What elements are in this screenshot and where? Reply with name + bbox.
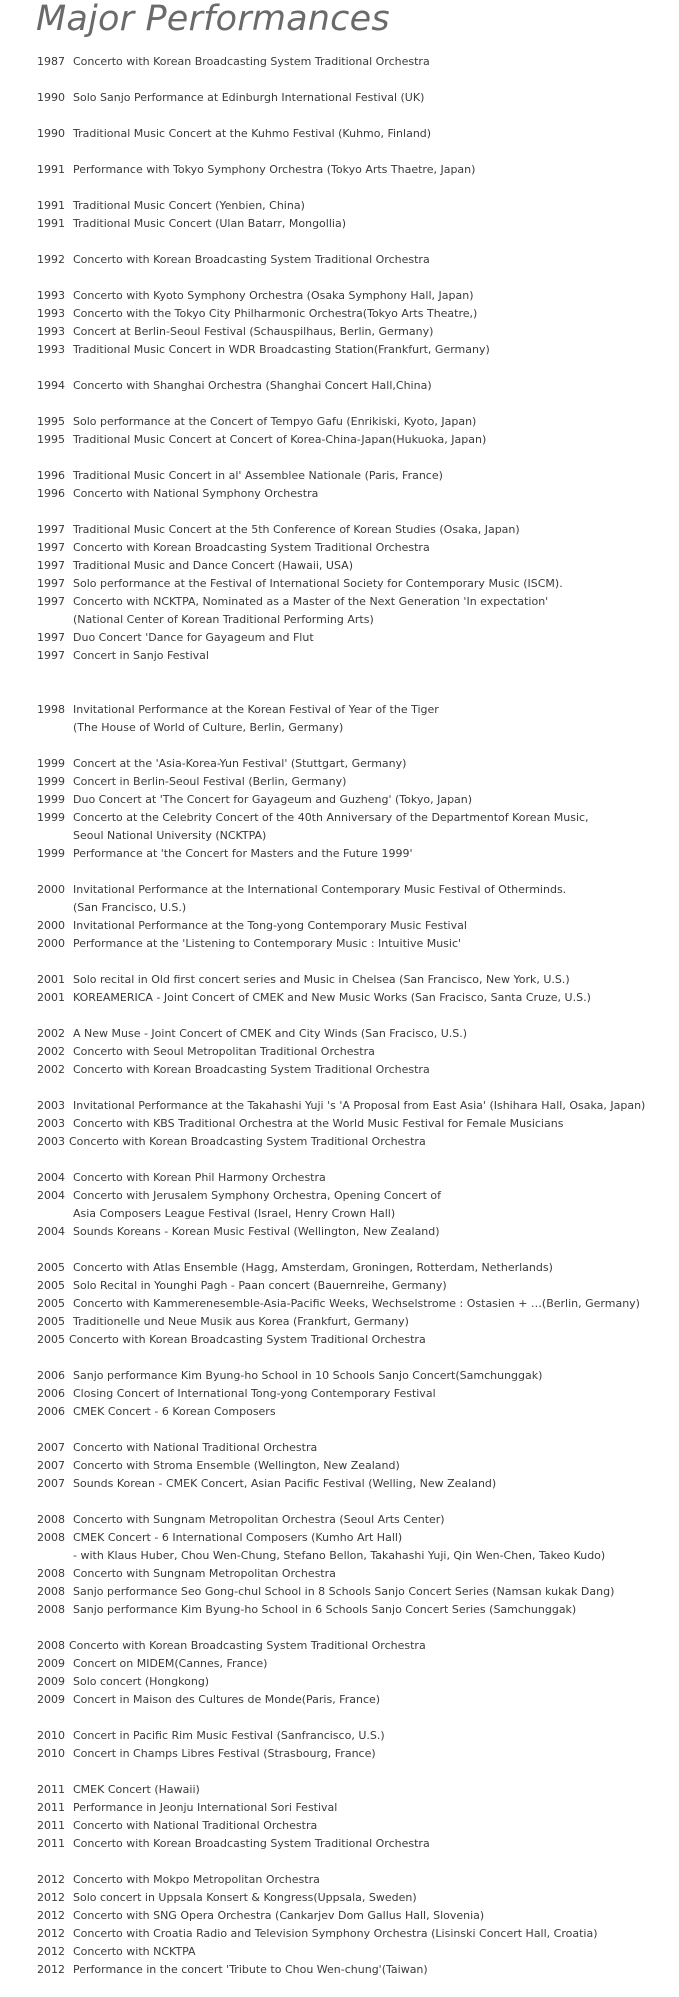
- entry-text: Concerto with Kyoto Symphony Orchestra (Osaka Symphony Hall, Japan): [73, 289, 474, 302]
- performance-list: [37, 53, 677, 1979]
- entry-text: Concerto with Kammerenesemble-Asia-Pacific Weeks, Wechselstrome : Ostasien + …(Berlin, Germany): [73, 1297, 640, 1310]
- entry-year: [37, 719, 73, 737]
- entry-year: 2005: [37, 1261, 65, 1274]
- entry-year: 2008: [37, 1567, 65, 1580]
- performance-entry: [37, 377, 677, 395]
- performance-entry: [37, 755, 677, 773]
- year-group: [37, 701, 677, 737]
- entry-year: 1991: [37, 163, 65, 176]
- performance-entry: [37, 1385, 677, 1403]
- entry-text: A New Muse - Joint Concert of CMEK and City Winds (San Fracisco, U.S.): [73, 1027, 468, 1040]
- entry-year: 2008: [37, 1603, 65, 1616]
- entry-year: 1997: [37, 541, 65, 554]
- group-spacer: [37, 449, 677, 467]
- performance-entry: [37, 1313, 677, 1331]
- performance-entry: [37, 521, 677, 539]
- group-spacer: [37, 1709, 677, 1727]
- performance-entry: [37, 1817, 677, 1835]
- group-spacer: [37, 143, 677, 161]
- group-spacer: [37, 179, 677, 197]
- entry-year: 2002: [37, 1045, 65, 1058]
- performance-entry: [37, 935, 677, 953]
- entry-text: Concert in Maison des Cultures de Monde(Paris, France): [73, 1693, 381, 1706]
- entry-text: Sounds Korean - CMEK Concert, Asian Pacific Festival (Welling, New Zealand): [73, 1477, 497, 1490]
- entry-year: 1991: [37, 199, 65, 212]
- entry-text: Sanjo performance Kim Byung-ho School in 10 Schools Sanjo Concert(Samchunggak): [73, 1369, 543, 1382]
- entry-year: 2011: [37, 1819, 65, 1832]
- performance-entry-continuation: [37, 1547, 677, 1565]
- entry-text: Concerto with Sungnam Metropolitan Orchestra: [73, 1567, 336, 1580]
- performance-entry: [37, 1133, 677, 1151]
- entry-text: CMEK Concert - 6 Korean Composers: [73, 1405, 276, 1418]
- entry-text: Concerto with Mokpo Metropolitan Orchestra: [73, 1873, 320, 1886]
- performance-entry: [37, 1529, 677, 1547]
- year-group: [37, 287, 677, 359]
- entry-year: 1987: [37, 55, 65, 68]
- group-spacer: [37, 1079, 677, 1097]
- performance-entry: [37, 215, 677, 233]
- entry-year: 2003: [37, 1135, 65, 1148]
- entry-text: Concerto at the Celebrity Concert of the 40th Anniversary of the Departmentof Korean Music,: [73, 811, 589, 824]
- performance-entry: [37, 1403, 677, 1421]
- entry-year: 2000: [37, 937, 65, 950]
- entry-year: 1999: [37, 793, 65, 806]
- entry-text: Concerto with Korean Broadcasting System Traditional Orchestra: [73, 541, 430, 554]
- entry-text: Traditional Music Concert at the 5th Conference of Korean Studies (Osaka, Japan): [73, 523, 520, 536]
- entry-text: Solo concert in Uppsala Konsert & Kongress(Uppsala, Sweden): [73, 1891, 417, 1904]
- entry-year: 2002: [37, 1027, 65, 1040]
- entry-year: 2005: [37, 1315, 65, 1328]
- year-group: [37, 413, 677, 449]
- performance-entry: [37, 1043, 677, 1061]
- entry-year: [37, 611, 73, 629]
- entry-year: 2011: [37, 1837, 65, 1850]
- performance-entry: [37, 1889, 677, 1907]
- entry-year: 2012: [37, 1909, 65, 1922]
- entry-text: Concert in Berlin-Seoul Festival (Berlin, Germany): [73, 775, 347, 788]
- year-group: [37, 971, 677, 1007]
- entry-year: [37, 1547, 73, 1565]
- entry-text: (The House of World of Culture, Berlin, Germany): [73, 721, 344, 734]
- performance-entry: [37, 1655, 677, 1673]
- year-group: [37, 1025, 677, 1079]
- entry-year: 1996: [37, 469, 65, 482]
- entry-year: 2012: [37, 1873, 65, 1886]
- performance-entry: [37, 1565, 677, 1583]
- year-group: [37, 521, 677, 665]
- entry-text: Concert at the 'Asia-Korea-Yun Festival' (Stuttgart, Germany): [73, 757, 407, 770]
- entry-year: 1993: [37, 343, 65, 356]
- performance-entry: [37, 53, 677, 71]
- entry-year: 2003: [37, 1099, 65, 1112]
- group-spacer: [37, 737, 677, 755]
- group-spacer: [37, 1349, 677, 1367]
- entry-text: Concerto with Korean Broadcasting System Traditional Orchestra: [69, 1333, 426, 1346]
- entry-text: Concerto with Stroma Ensemble (Wellington, New Zealand): [73, 1459, 400, 1472]
- group-spacer: [37, 863, 677, 881]
- entry-text: Concerto with National Traditional Orchestra: [73, 1819, 318, 1832]
- entry-year: 1990: [37, 127, 65, 140]
- performance-entry: [37, 1637, 677, 1655]
- entry-text: Traditionelle und Neue Musik aus Korea (Frankfurt, Germany): [73, 1315, 409, 1328]
- entry-text: Invitational Performance at the International Contemporary Music Festival of Otherminds.: [73, 883, 567, 896]
- entry-year: 2009: [37, 1675, 65, 1688]
- entry-text: Concerto with KBS Traditional Orchestra at the World Music Festival for Female Musicians: [73, 1117, 564, 1130]
- performance-entry: [37, 971, 677, 989]
- entry-year: 1999: [37, 811, 65, 824]
- group-spacer: [37, 395, 677, 413]
- entry-text: Concerto with NCKTPA, Nominated as a Master of the Next Generation 'In expectation': [73, 595, 549, 608]
- entry-text: Concerto with Korean Broadcasting System Traditional Orchestra: [69, 1639, 426, 1652]
- entry-text: Performance at 'the Concert for Masters and the Future 1999': [73, 847, 413, 860]
- performance-entry: [37, 575, 677, 593]
- performance-entry: [37, 1223, 677, 1241]
- performance-entry: [37, 251, 677, 269]
- year-group: [37, 89, 677, 107]
- group-spacer: [37, 665, 677, 701]
- entry-year: 2006: [37, 1405, 65, 1418]
- entry-year: 1993: [37, 307, 65, 320]
- entry-text: Concerto with Korean Broadcasting System Traditional Orchestra: [73, 1063, 430, 1076]
- entry-year: [37, 827, 73, 845]
- entry-text: Concert on MIDEM(Cannes, France): [73, 1657, 268, 1670]
- entry-year: 1998: [37, 703, 65, 716]
- entry-year: 1997: [37, 595, 65, 608]
- group-spacer: [37, 1763, 677, 1781]
- performance-entry: [37, 1475, 677, 1493]
- entry-text: Sanjo performance Kim Byung-ho School in 6 Schools Sanjo Concert Series (Samchunggak): [73, 1603, 577, 1616]
- entry-text: Concerto with Jerusalem Symphony Orchestra, Opening Concert of: [73, 1189, 442, 1202]
- entry-year: 2004: [37, 1171, 65, 1184]
- performance-entry: [37, 1943, 677, 1961]
- entry-text: Seoul National University (NCKTPA): [73, 829, 267, 842]
- entry-text: Traditional Music and Dance Concert (Hawaii, USA): [73, 559, 353, 572]
- year-group: [37, 467, 677, 503]
- performance-entry: [37, 1439, 677, 1457]
- entry-text: Concerto with Croatia Radio and Television Symphony Orchestra (Lisinski Concert Hall, Croatia): [73, 1927, 598, 1940]
- entry-year: 1999: [37, 757, 65, 770]
- performance-entry: [37, 989, 677, 1007]
- performance-entry: [37, 1259, 677, 1277]
- entry-year: 1997: [37, 649, 65, 662]
- performance-entry: [37, 341, 677, 359]
- entry-year: 2007: [37, 1459, 65, 1472]
- year-group: [37, 881, 677, 953]
- year-group: [37, 1259, 677, 1349]
- entry-year: 2009: [37, 1657, 65, 1670]
- entry-text: CMEK Concert (Hawaii): [73, 1783, 200, 1796]
- performance-entry: [37, 791, 677, 809]
- entry-year: 2012: [37, 1963, 65, 1976]
- entry-text: Concert in Champs Libres Festival (Strasbourg, France): [73, 1747, 376, 1760]
- performance-entry-continuation: [37, 1205, 677, 1223]
- entry-text: - with Klaus Huber, Chou Wen-Chung, Stefano Bellon, Takahashi Yuji, Qin Wen-Chen, Takeo Kudo): [73, 1549, 606, 1562]
- entry-year: 2002: [37, 1063, 65, 1076]
- performance-entry: [37, 413, 677, 431]
- entry-text: Invitational Performance at the Takahashi Yuji 's 'A Proposal from East Asia' (Ishihara Hall, Osaka, Japan): [73, 1099, 646, 1112]
- entry-text: Traditional Music Concert in WDR Broadcasting Station(Frankfurt, Germany): [73, 343, 490, 356]
- group-spacer: [37, 359, 677, 377]
- entry-text: Solo Recital in Younghi Pagh - Paan concert (Bauernreihe, Germany): [73, 1279, 447, 1292]
- entry-text: Solo recital in Old first concert series and Music in Chelsea (San Francisco, New York, U.S.): [73, 973, 570, 986]
- entry-text: Concert in Sanjo Festival: [73, 649, 209, 662]
- entry-text: Solo performance at the Concert of Tempyo Gafu (Enrikiski, Kyoto, Japan): [73, 415, 477, 428]
- entry-year: [37, 899, 73, 917]
- entry-year: 1996: [37, 487, 65, 500]
- entry-text: Concerto with NCKTPA: [73, 1945, 196, 1958]
- entry-text: Sounds Koreans - Korean Music Festival (Wellington, New Zealand): [73, 1225, 440, 1238]
- entry-text: Performance at the 'Listening to Contemporary Music : Intuitive Music': [73, 937, 462, 950]
- year-group: [37, 125, 677, 143]
- entry-year: 2004: [37, 1225, 65, 1238]
- entry-text: (San Francisco, U.S.): [73, 901, 187, 914]
- entry-text: Concerto with National Traditional Orchestra: [73, 1441, 318, 1454]
- entry-text: Invitational Performance at the Tong-yong Contemporary Music Festival: [73, 919, 467, 932]
- entry-year: 2001: [37, 973, 65, 986]
- year-group: [37, 251, 677, 269]
- entry-text: Concert in Pacific Rim Music Festival (Sanfrancisco, U.S.): [73, 1729, 385, 1742]
- performance-entry: [37, 917, 677, 935]
- performance-entry-continuation: [37, 827, 677, 845]
- performance-entry: [37, 557, 677, 575]
- entry-year: 2008: [37, 1585, 65, 1598]
- entry-text: Duo Concert at 'The Concert for Gayageum and Guzheng' (Tokyo, Japan): [73, 793, 473, 806]
- entry-text: Concerto with National Symphony Orchestra: [73, 487, 319, 500]
- entry-text: Concerto with Korean Broadcasting System Traditional Orchestra: [73, 253, 430, 266]
- performance-entry: [37, 1601, 677, 1619]
- year-group: [37, 1367, 677, 1421]
- performance-entry: [37, 1277, 677, 1295]
- performance-entry: [37, 845, 677, 863]
- performance-entry: [37, 701, 677, 719]
- entry-text: Concerto with Seoul Metropolitan Traditional Orchestra: [73, 1045, 375, 1058]
- performance-entry: [37, 1673, 677, 1691]
- entry-year: 1995: [37, 415, 65, 428]
- performance-entry: [37, 1727, 677, 1745]
- performance-entry: [37, 431, 677, 449]
- performance-entry: [37, 539, 677, 557]
- year-group: [37, 1169, 677, 1241]
- performance-entry-continuation: [37, 719, 677, 737]
- performance-entry: [37, 629, 677, 647]
- entry-text: Traditional Music Concert at the Kuhmo Festival (Kuhmo, Finland): [73, 127, 432, 140]
- performance-entry: [37, 1835, 677, 1853]
- performance-entry: [37, 197, 677, 215]
- performance-entry: [37, 1457, 677, 1475]
- performance-entry: [37, 1025, 677, 1043]
- group-spacer: [37, 1493, 677, 1511]
- entry-year: 1997: [37, 523, 65, 536]
- entry-text: Duo Concert 'Dance for Gayageum and Flut: [73, 631, 314, 644]
- performance-entry: [37, 1781, 677, 1799]
- performance-entry: [37, 593, 677, 611]
- entry-year: 2006: [37, 1369, 65, 1382]
- entry-text: Concerto with the Tokyo City Philharmonic Orchestra(Tokyo Arts Theatre,): [73, 307, 478, 320]
- entry-text: Solo Sanjo Performance at Edinburgh International Festival (UK): [73, 91, 425, 104]
- performance-entry: [37, 1961, 677, 1979]
- entry-year: 1997: [37, 577, 65, 590]
- group-spacer: [37, 71, 677, 89]
- performance-entry: [37, 1583, 677, 1601]
- entry-year: 2012: [37, 1891, 65, 1904]
- year-group: [37, 1781, 677, 1853]
- performance-entry: [37, 1169, 677, 1187]
- entry-year: 2010: [37, 1729, 65, 1742]
- performance-entry: [37, 1799, 677, 1817]
- entry-year: 2011: [37, 1783, 65, 1796]
- entry-text: Concerto with SNG Opera Orchestra (Cankarjev Dom Gallus Hall, Slovenia): [73, 1909, 485, 1922]
- entry-year: 2007: [37, 1441, 65, 1454]
- entry-text: Performance with Tokyo Symphony Orchestra (Tokyo Arts Thaetre, Japan): [73, 163, 476, 176]
- entry-year: 1993: [37, 325, 65, 338]
- entry-year: 1997: [37, 559, 65, 572]
- entry-year: 2008: [37, 1513, 65, 1526]
- entry-year: 2012: [37, 1927, 65, 1940]
- group-spacer: [37, 1151, 677, 1169]
- year-group: [37, 1439, 677, 1493]
- year-group: [37, 1097, 677, 1151]
- entry-year: [37, 1205, 73, 1223]
- entry-year: 2010: [37, 1747, 65, 1760]
- entry-year: 2005: [37, 1279, 65, 1292]
- entry-text: Asia Composers League Festival (Israel, Henry Crown Hall): [73, 1207, 396, 1220]
- group-spacer: [37, 1241, 677, 1259]
- performance-entry: [37, 485, 677, 503]
- entry-year: 2000: [37, 919, 65, 932]
- performance-entry: [37, 647, 677, 665]
- entry-text: Solo concert (Hongkong): [73, 1675, 210, 1688]
- performance-entry: [37, 1925, 677, 1943]
- entry-year: 2012: [37, 1945, 65, 1958]
- performance-entry: [37, 1871, 677, 1889]
- group-spacer: [37, 1421, 677, 1439]
- performance-entry-continuation: [37, 899, 677, 917]
- performance-entry: [37, 1691, 677, 1709]
- performance-entry: [37, 773, 677, 791]
- entry-text: Concerto with Sungnam Metropolitan Orchestra (Seoul Arts Center): [73, 1513, 445, 1526]
- year-group: [37, 1637, 677, 1709]
- performance-entry: [37, 1295, 677, 1313]
- performance-entry: [37, 1097, 677, 1115]
- entry-text: Concerto with Shanghai Orchestra (Shanghai Concert Hall,China): [73, 379, 432, 392]
- entry-text: Performance in the concert 'Tribute to Chou Wen-chung'(Taiwan): [73, 1963, 428, 1976]
- performance-entry: [37, 1745, 677, 1763]
- entry-year: 1999: [37, 775, 65, 788]
- performance-entry-continuation: [37, 611, 677, 629]
- group-spacer: [37, 1007, 677, 1025]
- year-group: [37, 755, 677, 863]
- year-group: [37, 1871, 677, 1979]
- entry-year: 1999: [37, 847, 65, 860]
- entry-year: 1991: [37, 217, 65, 230]
- group-spacer: [37, 953, 677, 971]
- year-group: [37, 53, 677, 71]
- performance-entry: [37, 1907, 677, 1925]
- entry-text: KOREAMERICA - Joint Concert of CMEK and New Music Works (San Fracisco, Santa Cruze, U.S.): [73, 991, 591, 1004]
- performance-entry: [37, 161, 677, 179]
- group-spacer: [37, 503, 677, 521]
- entry-year: 2004: [37, 1189, 65, 1202]
- performance-entry: [37, 1187, 677, 1205]
- entry-text: Concert at Berlin-Seoul Festival (Schauspilhaus, Berlin, Germany): [73, 325, 434, 338]
- performance-entry: [37, 809, 677, 827]
- group-spacer: [37, 107, 677, 125]
- entry-year: 1995: [37, 433, 65, 446]
- year-group: [37, 1511, 677, 1619]
- group-spacer: [37, 269, 677, 287]
- performance-entry: [37, 1367, 677, 1385]
- performance-entry: [37, 287, 677, 305]
- entry-text: Traditional Music Concert (Ulan Batarr, Mongollia): [73, 217, 346, 230]
- year-group: [37, 161, 677, 179]
- group-spacer: [37, 1619, 677, 1637]
- entry-year: 2008: [37, 1531, 65, 1544]
- entry-text: Traditional Music Concert in al' Assemblee Nationale (Paris, France): [73, 469, 443, 482]
- entry-text: Solo performance at the Festival of International Society for Contemporary Music (ISCM).: [73, 577, 563, 590]
- entry-text: Concerto with Atlas Ensemble (Hagg, Amsterdam, Groningen, Rotterdam, Netherlands): [73, 1261, 553, 1274]
- entry-year: 2005: [37, 1297, 65, 1310]
- entry-year: 1990: [37, 91, 65, 104]
- entry-year: 2005: [37, 1333, 65, 1346]
- year-group: [37, 197, 677, 233]
- entry-year: 2000: [37, 883, 65, 896]
- entry-text: Concerto with Korean Phil Harmony Orchestra: [73, 1171, 326, 1184]
- entry-text: Closing Concert of International Tong-yong Contemporary Festival: [73, 1387, 436, 1400]
- entry-text: CMEK Concert - 6 International Composers (Kumho Art Hall): [73, 1531, 403, 1544]
- entry-text: Invitational Performance at the Korean Festival of Year of the Tiger: [73, 703, 439, 716]
- entry-year: 2001: [37, 991, 65, 1004]
- entry-year: 2006: [37, 1387, 65, 1400]
- year-group: [37, 1727, 677, 1763]
- performance-entry: [37, 89, 677, 107]
- entry-text: (National Center of Korean Traditional Performing Arts): [73, 613, 374, 626]
- entry-text: Concerto with Korean Broadcasting System Traditional Orchestra: [73, 55, 430, 68]
- group-spacer: [37, 1853, 677, 1871]
- entry-text: Concerto with Korean Broadcasting System Traditional Orchestra: [73, 1837, 430, 1850]
- performance-entry: [37, 125, 677, 143]
- entry-year: 2009: [37, 1693, 65, 1706]
- entry-year: 2003: [37, 1117, 65, 1130]
- performance-entry: [37, 323, 677, 341]
- page-title: Major Performances: [36, 0, 390, 39]
- entry-year: 1992: [37, 253, 65, 266]
- entry-year: 1993: [37, 289, 65, 302]
- performance-entry: [37, 1511, 677, 1529]
- entry-text: Sanjo performance Seo Gong-chul School in 8 Schools Sanjo Concert Series (Namsan kukak Dang): [73, 1585, 615, 1598]
- year-group: [37, 377, 677, 395]
- entry-year: 1997: [37, 631, 65, 644]
- entry-text: Concerto with Korean Broadcasting System Traditional Orchestra: [69, 1135, 426, 1148]
- performance-entry: [37, 305, 677, 323]
- entry-year: 2007: [37, 1477, 65, 1490]
- performance-entry: [37, 1331, 677, 1349]
- entry-text: Performance in Jeonju International Sori Festival: [73, 1801, 338, 1814]
- entry-text: Traditional Music Concert (Yenbien, China): [73, 199, 305, 212]
- performance-entry: [37, 1115, 677, 1133]
- entry-text: Traditional Music Concert at Concert of Korea-China-Japan(Hukuoka, Japan): [73, 433, 487, 446]
- performance-entry: [37, 467, 677, 485]
- performance-entry: [37, 1061, 677, 1079]
- entry-year: 2011: [37, 1801, 65, 1814]
- entry-year: 1994: [37, 379, 65, 392]
- group-spacer: [37, 233, 677, 251]
- performance-entry: [37, 881, 677, 899]
- entry-year: 2008: [37, 1639, 65, 1652]
